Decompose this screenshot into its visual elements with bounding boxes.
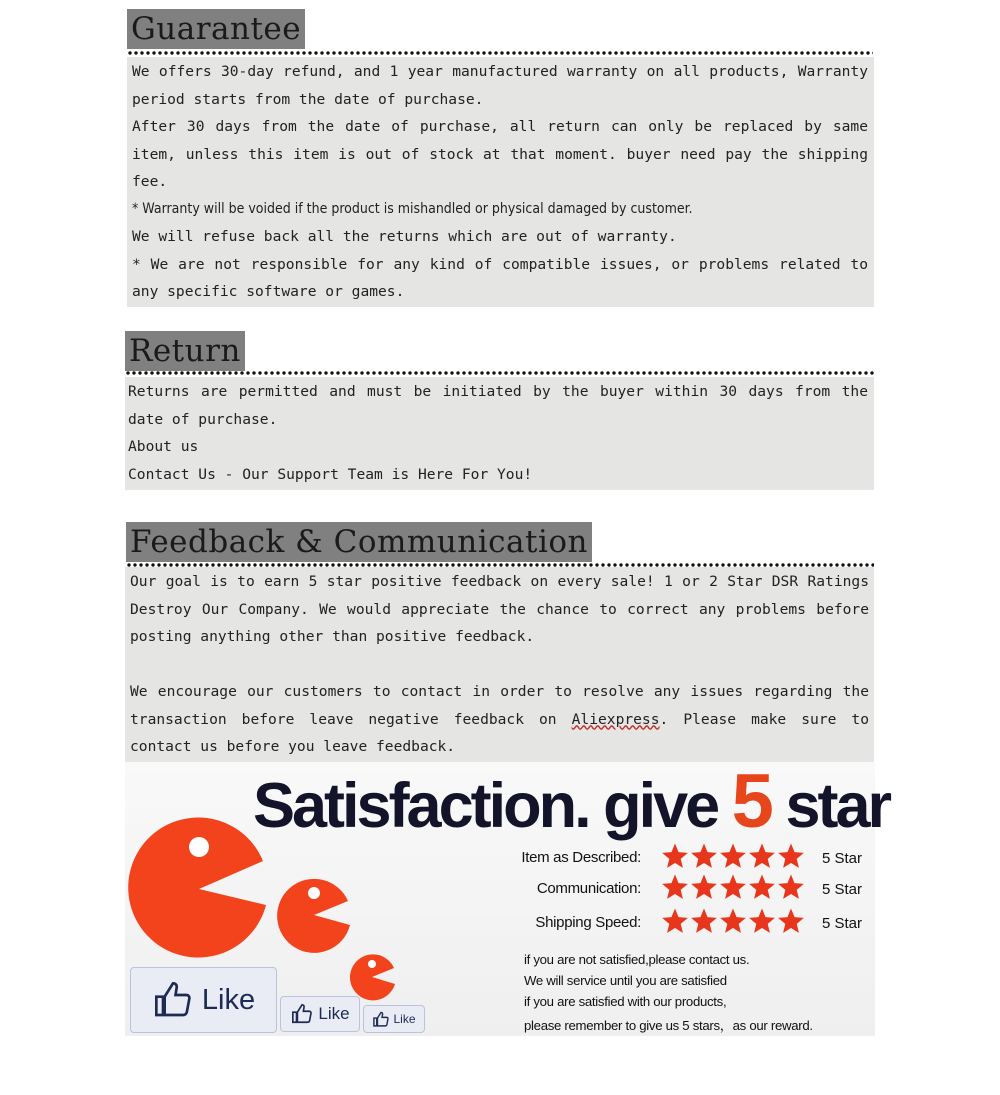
feedback-text: . Please make sure to contact us before you leave feedback. [130, 710, 870, 755]
rating-row-item [125, 844, 875, 874]
star-icon [749, 875, 775, 899]
thumbs-up-icon [152, 980, 194, 1020]
return-paragraph: Returns are permitted and must be initiated by the buyer within 30 days from the date of purchase. [128, 383, 868, 428]
star-rating-icon [661, 842, 806, 872]
about-us-link[interactable]: About us [128, 438, 199, 455]
like-button-small[interactable] [363, 1005, 425, 1033]
guarantee-paragraph: * Warranty will be voided if the product is mishandled or physical damaged by customer. [132, 200, 693, 217]
banner-note: if you are satisfied with our products, [524, 994, 727, 1009]
banner-headline [253, 759, 890, 844]
star-rating-icon [661, 907, 806, 937]
headline-text: star [770, 771, 890, 841]
rating-label: Communication: [536, 880, 641, 897]
star-icon [662, 875, 688, 899]
guarantee-paragraph: * We are not responsible for any kind of compatible issues, or problems related to any specific software or games. [132, 255, 868, 300]
star-icon [720, 875, 746, 899]
rating-value: 5 Star [822, 915, 863, 932]
banner-note: if you are not satisfied,please contact us. [524, 952, 750, 967]
guarantee-paragraph: After 30 days from the date of purchase, all return can only be replaced by same item, unless this item is out of stock at that moment. buyer need pay the shipping fee. [132, 118, 868, 190]
rating-label: Shipping Speed: [535, 914, 641, 931]
guarantee-divider [127, 50, 873, 56]
star-icon [778, 844, 804, 868]
star-icon [691, 909, 717, 933]
rating-value: 5 Star [822, 881, 863, 898]
feedback-paragraph [130, 678, 869, 761]
star-icon [691, 875, 717, 899]
star-icon [778, 875, 804, 899]
like-label: Like [201, 983, 256, 1016]
feedback-paragraph: Our goal is to earn 5 star positive feedback on every sale! 1 or 2 Star DSR Ratings Destroy Our Company. We would appreciate the chance to correct any problems before posting anything other than positive feedback. [130, 573, 869, 645]
feedback-text: We encourage our customers to contact in order to resolve any issues regarding the transaction before leave negative feedback on [130, 683, 869, 728]
like-button-medium[interactable] [280, 996, 360, 1032]
thumbs-up-icon [372, 1011, 390, 1028]
banner-note: please remember to give us 5 stars，as our reward. [524, 1018, 813, 1033]
star-icon [691, 844, 717, 868]
guarantee-paragraph: We offers 30-day refund, and 1 year manufactured warranty on all products, Warranty period starts from the date of purchase. [132, 63, 868, 108]
return-divider [125, 370, 874, 376]
five-star-banner [125, 759, 890, 1036]
like-label: Like [393, 1012, 416, 1026]
return-text-box [125, 377, 874, 490]
headline-five: 5 [731, 759, 771, 844]
thumbs-up-icon [290, 1003, 314, 1025]
star-rating-icon [661, 873, 806, 903]
aliexpress-link[interactable]: Aliexpress [571, 710, 660, 728]
like-button-large[interactable] [130, 967, 277, 1033]
rating-row-communication [125, 875, 875, 905]
feedback-title: Feedback & Communication [126, 522, 592, 562]
rating-value: 5 Star [822, 850, 863, 867]
star-icon [720, 844, 746, 868]
rating-label: Item as Described: [521, 849, 641, 866]
guarantee-title: Guarantee [127, 9, 305, 49]
guarantee-paragraph: We will refuse back all the returns which are out of warranty. [132, 228, 677, 245]
guarantee-text-box [127, 57, 874, 307]
star-icon [662, 909, 688, 933]
star-icon [778, 909, 804, 933]
pacman-small-icon [348, 952, 396, 1002]
feedback-text-box [125, 567, 874, 762]
star-icon [662, 844, 688, 868]
star-icon [749, 844, 775, 868]
contact-us-link[interactable]: Contact Us - Our Support Team is Here For You! [128, 465, 533, 483]
star-icon [749, 909, 775, 933]
like-label: Like [318, 1004, 350, 1023]
star-icon [720, 909, 746, 933]
headline-text: Satisfaction. give [253, 771, 732, 841]
return-title: Return [125, 331, 245, 371]
rating-row-shipping [125, 909, 875, 939]
banner-note: We will service until you are satisfied [524, 973, 727, 988]
